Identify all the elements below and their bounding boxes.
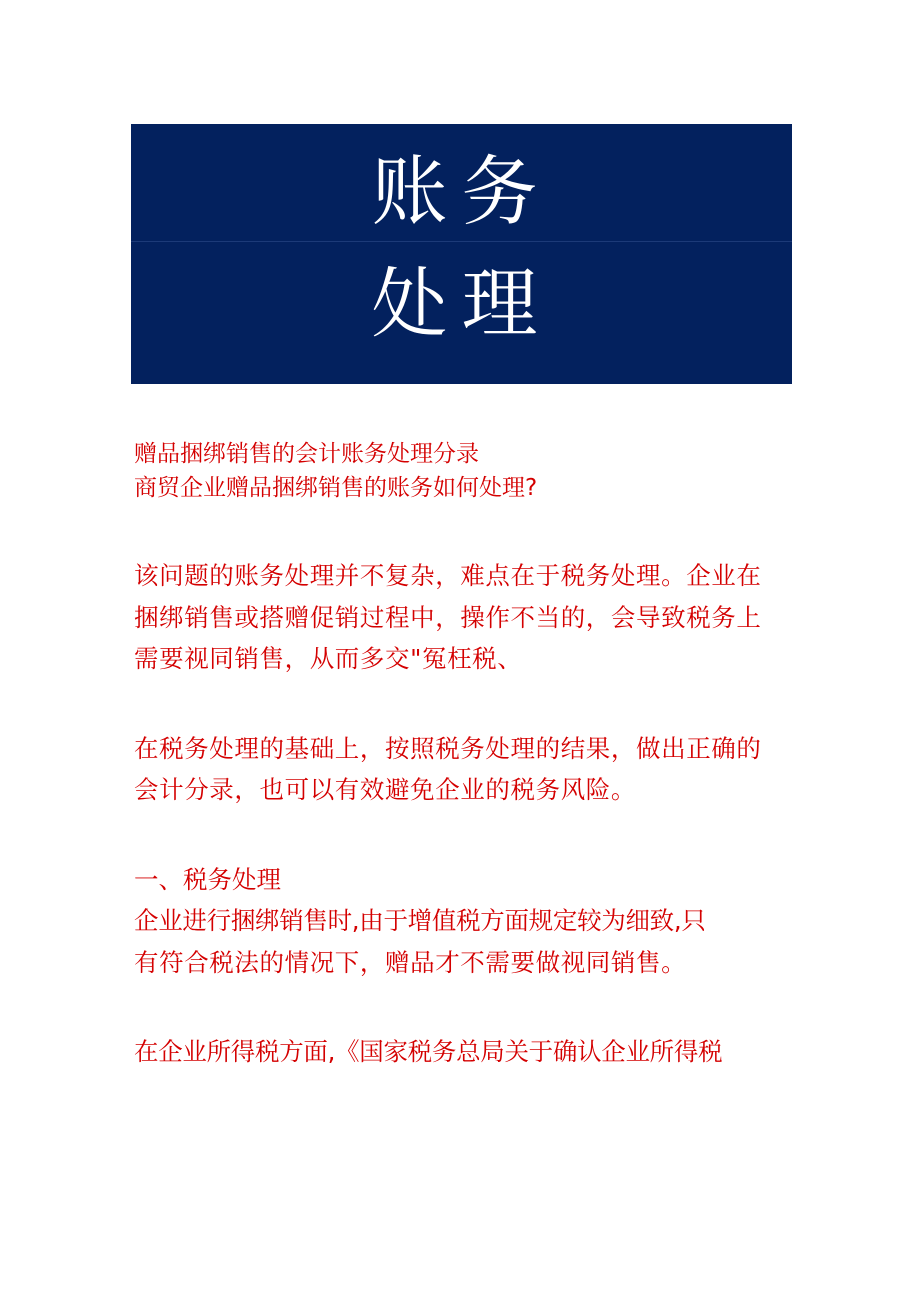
article-title: 赠品捆绑销售的会计账务处理分录 bbox=[134, 441, 479, 467]
title-banner bbox=[131, 124, 792, 384]
banner-divider bbox=[131, 241, 792, 242]
paragraph-1 bbox=[134, 555, 794, 680]
section-tax-handling bbox=[134, 859, 794, 984]
document-body bbox=[134, 437, 794, 1073]
paragraph-line: 捆绑销售或搭赠促销过程中，操作不当的，会导致税务上 bbox=[134, 602, 762, 632]
paragraph-line: 在企业所得税方面,《国家税务总局关于确认企业所得税 bbox=[134, 1037, 723, 1066]
paragraph-line: 需要视同销售，从而多交"冤枉税、 bbox=[134, 644, 523, 673]
paragraph-2 bbox=[134, 728, 794, 811]
article-subtitle: 商贸企业赠品捆绑销售的账务如何处理? bbox=[134, 475, 538, 501]
spacer bbox=[134, 983, 794, 1031]
paragraph-line: 在税务处理的基础上，按照税务处理的结果，做出正确的 bbox=[134, 733, 762, 763]
spacer bbox=[134, 680, 794, 728]
section-heading: 一、税务处理 bbox=[134, 864, 281, 894]
spacer bbox=[134, 811, 794, 859]
paragraph-line: 该问题的账务处理并不复杂，难点在于税务处理。企业在 bbox=[134, 561, 762, 590]
spacer bbox=[134, 505, 794, 555]
paragraph-3 bbox=[134, 1031, 794, 1073]
paragraph-line: 有符合税法的情况下，赠品才不需要做视同销售。 bbox=[134, 947, 687, 977]
banner-title-line-1: 账务 bbox=[371, 147, 552, 236]
banner-title-line-2: 处理 bbox=[371, 259, 552, 348]
paragraph-line: 企业进行捆绑销售时,由于增值税方面规定较为细致,只 bbox=[134, 906, 706, 935]
paragraph-line: 会计分录，也可以有效避免企业的税务风险。 bbox=[134, 775, 636, 804]
